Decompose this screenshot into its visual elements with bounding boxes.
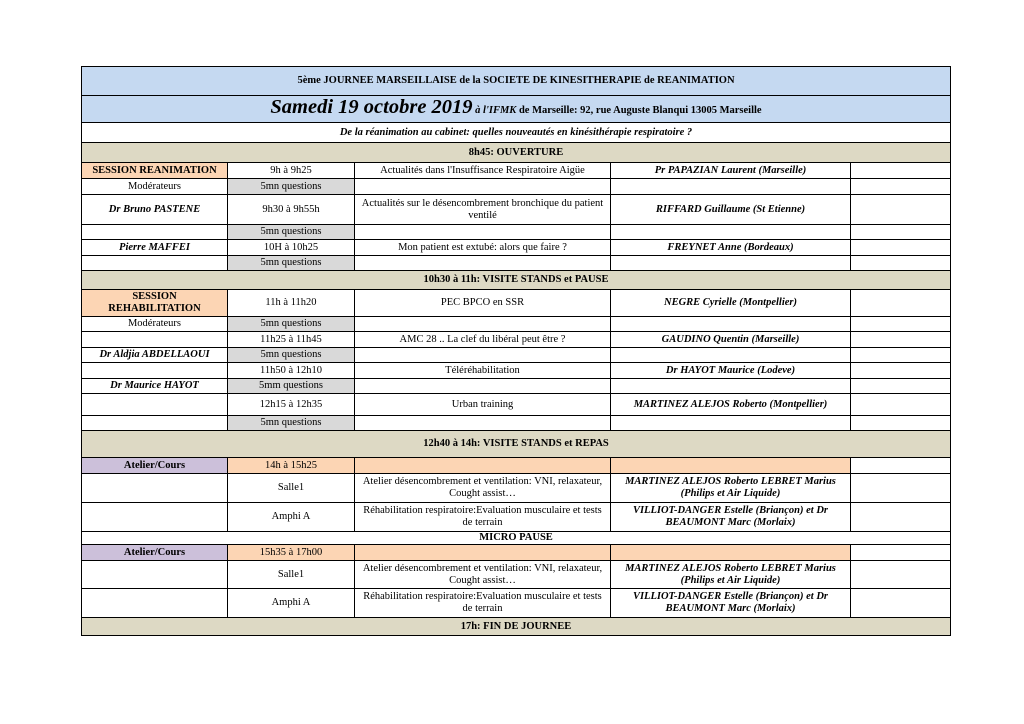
table-row [82,394,951,416]
workshop-speaker [611,474,851,503]
workshop-speaker-line2: BEAUMONT Marc (Morlaix) [665,517,796,528]
workshop-room: Salle1 [228,474,355,503]
break-row [82,431,951,458]
empty-cell [851,256,951,271]
talk-title: Téléréhabilitation [355,363,611,379]
session-reanimation-label: SESSION REANIMATION [82,163,228,179]
empty-cell [82,363,228,379]
empty-cell [611,545,851,561]
workshop-speaker [611,561,851,589]
empty-cell [611,256,851,271]
empty-cell [611,225,851,240]
event-venue: de Marseille: 92, rue Auguste Blanqui 13005 Marseille [518,105,762,116]
moderators-label: Modérateurs [82,179,228,195]
moderators-label: Modérateurs [82,317,228,332]
empty-cell [851,332,951,348]
empty-cell [355,225,611,240]
break-label: 10h30 à 11h: VISITE STANDS et PAUSE [82,271,951,290]
empty-cell [355,379,611,394]
table-row [82,332,951,348]
questions-slot: 5mn questions [228,225,355,240]
empty-cell [851,379,951,394]
theme-row [82,123,951,143]
moderator-name: Dr Aldjia ABDELLAOUI [82,348,228,363]
talk-time: 9h à 9h25 [228,163,355,179]
micro-pause-row [82,532,951,545]
table-row [82,163,951,179]
empty-cell [851,163,951,179]
workshop-time: 15h35 à 17h00 [228,545,355,561]
empty-cell [82,394,228,416]
talk-title: Actualités dans l'Insuffisance Respiratoire Aigüe [355,163,611,179]
empty-cell [611,348,851,363]
header-title-row [82,67,951,96]
break-row [82,271,951,290]
table-row [82,290,951,317]
talk-time: 11h50 à 12h10 [228,363,355,379]
workshop-speaker-line2: (Philips et Air Liquide) [680,488,781,499]
workshop-speaker [611,589,851,618]
empty-cell [355,256,611,271]
session-rehabilitation-label: SESSION REHABILITATION [82,290,228,317]
talk-time: 9h30 à 9h55h [228,195,355,225]
talk-time: 10H à 10h25 [228,240,355,256]
empty-cell [851,225,951,240]
questions-slot: 5mm questions [228,379,355,394]
talk-time: 11h à 11h20 [228,290,355,317]
empty-cell [355,317,611,332]
table-row [82,348,951,363]
empty-cell [851,290,951,317]
empty-cell [851,561,951,589]
talk-title: PEC BPCO en SSR [355,290,611,317]
event-venue-prefix: à l'IFMK [475,105,517,116]
event-date-venue [82,96,951,123]
talk-speaker: Pr PAPAZIAN Laurent (Marseille) [611,163,851,179]
empty-cell [355,545,611,561]
programme-table [81,66,951,636]
workshop-speaker-line2: (Philips et Air Liquide) [680,574,781,586]
table-row [82,379,951,394]
empty-cell [851,240,951,256]
workshop-time: 14h à 15h25 [228,458,355,474]
table-row [82,363,951,379]
empty-cell [355,179,611,195]
talk-speaker: NEGRE Cyrielle (Montpellier) [611,290,851,317]
empty-cell [355,416,611,431]
empty-cell [611,317,851,332]
empty-cell [851,317,951,332]
empty-cell [82,589,228,618]
workshop-speaker-line1: VILLIOT-DANGER Estelle (Briançon) et Dr [632,591,829,602]
questions-slot: 5mn questions [228,256,355,271]
break-label: 12h40 à 14h: VISITE STANDS et REPAS [82,431,951,458]
workshop-speaker-line1: VILLIOT-DANGER Estelle (Briançon) et Dr [632,505,829,516]
table-row [82,561,951,589]
empty-cell [611,179,851,195]
talk-time: 11h25 à 11h45 [228,332,355,348]
event-theme: De la réanimation au cabinet: quelles nouveautés en kinésithérapie respiratoire ? [82,123,951,143]
table-row [82,416,951,431]
micro-pause-label: MICRO PAUSE [82,532,951,545]
table-row [82,240,951,256]
table-row [82,503,951,532]
empty-cell [355,348,611,363]
empty-cell [82,503,228,532]
table-row [82,225,951,240]
workshop-speaker-line2: BEAUMONT Marc (Morlaix) [665,603,796,614]
workshop-speaker-line1: MARTINEZ ALEJOS Roberto LEBRET Marius [625,476,836,487]
empty-cell [851,589,951,618]
table-row [82,458,951,474]
empty-cell [355,458,611,474]
questions-slot: 5mn questions [228,317,355,332]
moderator-name: Dr Maurice HAYOT [82,379,228,394]
event-title: 5ème JOURNEE MARSEILLAISE de la SOCIETE DE KINESITHERAPIE de REANIMATION [82,67,951,96]
table-row [82,545,951,561]
workshop-title: Réhabilitation respiratoire:Evaluation musculaire et tests de terrain [355,503,611,532]
workshop-label: Atelier/Cours [82,545,228,561]
talk-title: Mon patient est extubé: alors que faire ? [355,240,611,256]
empty-cell [851,416,951,431]
workshop-room: Salle1 [228,561,355,589]
table-row [82,474,951,503]
empty-cell [82,256,228,271]
workshop-label: Atelier/Cours [82,458,228,474]
opening-label: 8h45: OUVERTURE [82,143,951,163]
empty-cell [82,225,228,240]
talk-title: Urban training [355,394,611,416]
questions-slot: 5mn questions [228,348,355,363]
empty-cell [851,545,951,561]
talk-speaker: RIFFARD Guillaume (St Etienne) [611,195,851,225]
empty-cell [851,394,951,416]
talk-speaker: MARTINEZ ALEJOS Roberto (Montpellier) [611,394,851,416]
questions-slot: 5mn questions [228,416,355,431]
empty-cell [851,458,951,474]
workshop-title: Atelier désencombrement et ventilation: VNI, relaxateur, Cought assist… [355,474,611,503]
table-row [82,317,951,332]
workshop-room: Amphi A [228,589,355,618]
workshop-speaker [611,503,851,532]
empty-cell [82,416,228,431]
empty-cell [851,348,951,363]
empty-cell [851,195,951,225]
empty-cell [851,363,951,379]
talk-speaker: FREYNET Anne (Bordeaux) [611,240,851,256]
empty-cell [851,474,951,503]
event-date: Samedi 19 octobre 2019 [270,96,473,118]
moderator-name: Dr Bruno PASTENE [82,195,228,225]
empty-cell [82,561,228,589]
table-row [82,589,951,618]
workshop-room: Amphi A [228,503,355,532]
empty-cell [611,458,851,474]
empty-cell [611,379,851,394]
workshop-title: Réhabilitation respiratoire:Evaluation musculaire et tests de terrain [355,589,611,618]
talk-title: Actualités sur le désencombrement bronchique du patient ventilé [355,195,611,225]
talk-speaker: Dr HAYOT Maurice (Lodeve) [611,363,851,379]
empty-cell [82,332,228,348]
table-row [82,179,951,195]
opening-row [82,143,951,163]
workshop-title: Atelier désencombrement et ventilation: VNI, relaxateur, Cought assist… [355,561,611,589]
empty-cell [851,179,951,195]
closing-label: 17h: FIN DE JOURNEE [82,618,951,636]
header-date-row [82,96,951,123]
closing-row [82,618,951,636]
talk-speaker: GAUDINO Quentin (Marseille) [611,332,851,348]
empty-cell [611,416,851,431]
empty-cell [851,503,951,532]
empty-cell [82,474,228,503]
talk-time: 12h15 à 12h35 [228,394,355,416]
workshop-speaker-line1: MARTINEZ ALEJOS Roberto LEBRET Marius [625,562,836,574]
questions-slot: 5mn questions [228,179,355,195]
table-row [82,256,951,271]
moderator-name: Pierre MAFFEI [82,240,228,256]
talk-title: AMC 28 .. La clef du libéral peut être ? [355,332,611,348]
table-row [82,195,951,225]
